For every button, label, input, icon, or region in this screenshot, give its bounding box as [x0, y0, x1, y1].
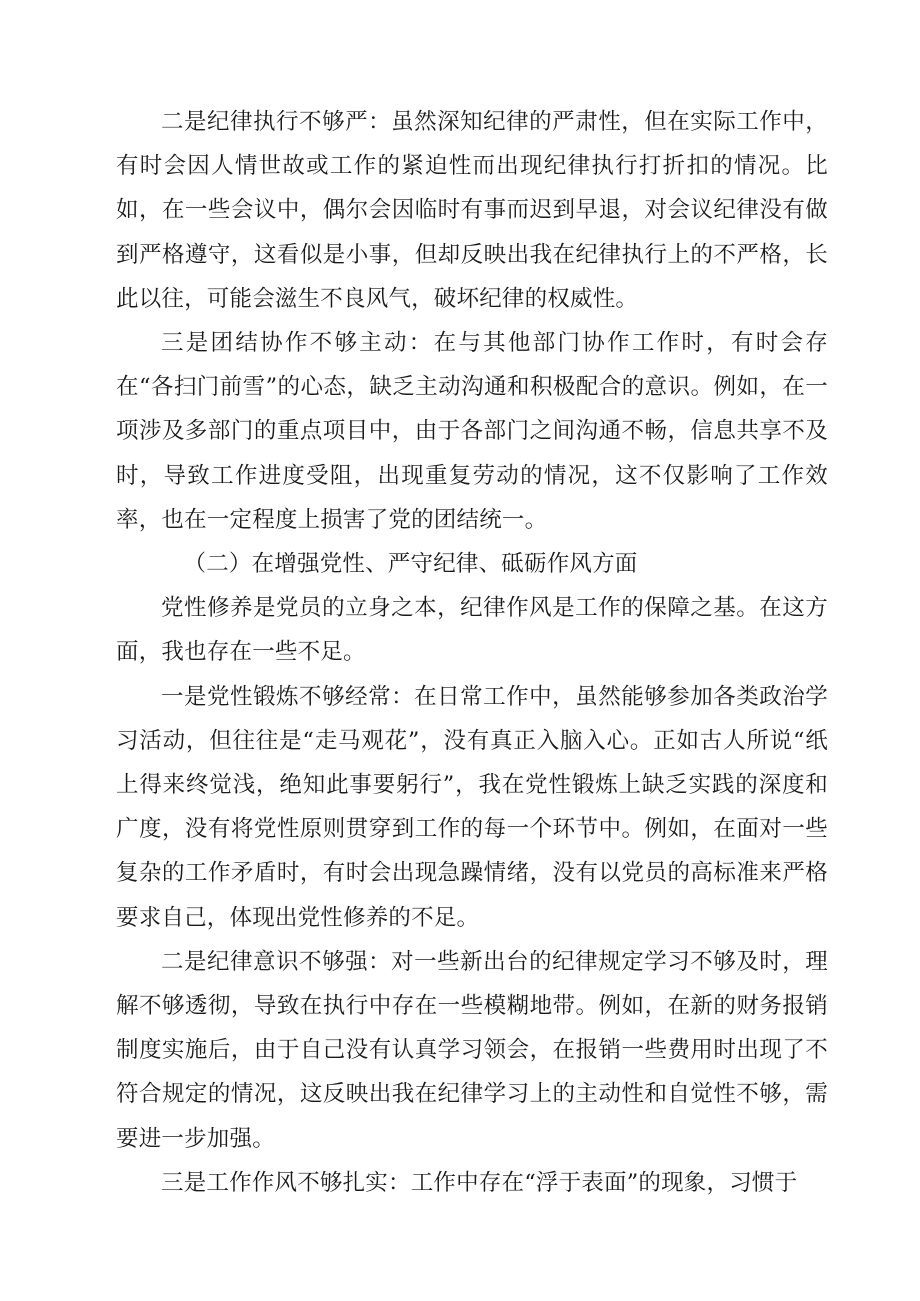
- paragraph-discipline-awareness: 二是纪律意识不够强：对一些新出台的纪律规定学习不够及时，理解不够透彻，导致在执行中存在一些模糊地带。例如，在新的财务报销制度实施后，由于自己没有认真学习领会，在报销一些费用时出现了不符合规定的情况，这反映出我在纪律学习上的主动性和自觉性不够，需要进一步加强。: [116, 948, 828, 1152]
- section-heading: （二）在增强党性、严守纪律、砥砺作风方面: [183, 551, 638, 578]
- document-body: [116, 100, 828, 1205]
- paragraph-section-intro: 党性修养是党员的立身之本，纪律作风是工作的保障之基。在这方面，我也存在一些不足。: [116, 595, 828, 666]
- paragraph-work-style: 三是工作作风不够扎实：工作中存在“浮于表面”的现象，习惯于: [161, 1169, 798, 1196]
- paragraph-discipline-enforcement: 二是纪律执行不够严：虽然深知纪律的严肃性，但在实际工作中，有时会因人情世故或工作的紧迫性而出现纪律执行打折扣的情况。比如，在一些会议中，偶尔会因临时有事而迟到早退，对会议纪律没有做到严格遵守，这看似是小事，但却反映出我在纪律执行上的不严格，长此以往，可能会滋生不良风气，破坏纪律的权威性。: [116, 109, 828, 312]
- paragraph-party-spirit-training: 一是党性锻炼不够经常：在日常工作中，虽然能够参加各类政治学习活动，但往往是“走马观花”，没有真正入脑入心。正如古人所说“纸上得来终觉浅，绝知此事要躬行”，我在党性锻炼上缺乏实践的深度和广度，没有将党性原则贯穿到工作的每一个环节中。例如，在面对一些复杂的工作矛盾时，有时会出现急躁情绪，没有以党员的高标准来严格要求自己，体现出党性修养的不足。: [116, 683, 828, 931]
- paragraph-unity-cooperation: 三是团结协作不够主动：在与其他部门协作工作时，有时会存在“各扫门前雪”的心态，缺乏主动沟通和积极配合的意识。例如，在一项涉及多部门的重点项目中，由于各部门之间沟通不畅，信息共享不及时，导致工作进度受阻，出现重复劳动的情况，这不仅影响了工作效率，也在一定程度上损害了党的团结统一。: [116, 330, 828, 533]
